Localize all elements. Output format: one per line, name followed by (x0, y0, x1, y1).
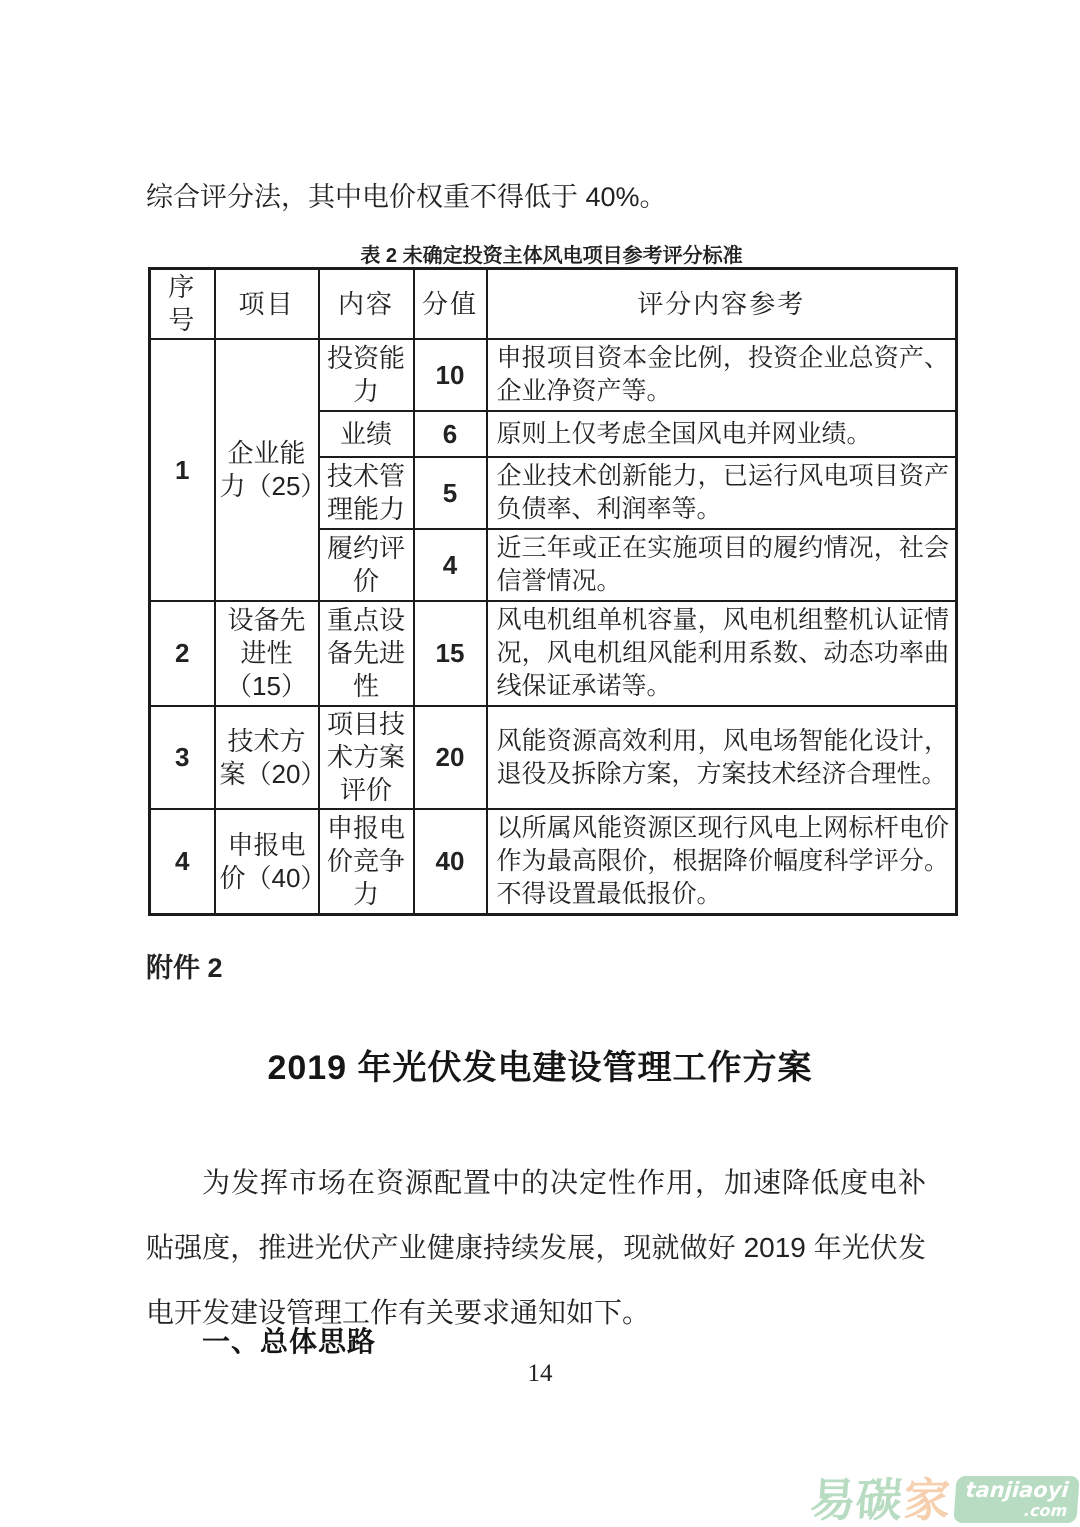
column-header-content: 内容 (319, 269, 414, 340)
reference-cell: 以所属风能资源区现行风电上网标杆电价作为最高限价，根据降价幅度科学评分。不得设置最低报价。 (487, 809, 957, 915)
content-cell: 履约评价 (319, 529, 414, 601)
watermark-badge-domain: tanjiaoyi (964, 1478, 1070, 1502)
seq-cell: 2 (150, 601, 215, 706)
table-caption: 表 2 未确定投资主体风电项目参考评分标准 (360, 245, 743, 267)
document-title: 2019 年光伏发电建设管理工作方案 (267, 1049, 813, 1087)
watermark-logo (808, 1473, 1079, 1526)
attachment-label: 附件 2 (146, 953, 223, 983)
score-cell: 15 (414, 601, 487, 706)
score-cell: 10 (414, 339, 487, 411)
intro-text: 综合评分法，其中电价权重不得低于 40%。 (146, 182, 667, 212)
score-cell: 5 (414, 457, 487, 529)
column-header-reference: 评分内容参考 (487, 269, 957, 340)
content-cell: 重点设备先进性 (319, 601, 414, 706)
table-row (150, 706, 957, 809)
content-cell: 业绩 (319, 411, 414, 457)
watermark-badge (953, 1476, 1079, 1523)
column-header-project: 项目 (215, 269, 319, 340)
score-cell: 20 (414, 706, 487, 809)
table-row (150, 601, 957, 706)
seq-cell: 3 (150, 706, 215, 809)
reference-cell: 近三年或正在实施项目的履约情况，社会信誉情况。 (487, 529, 957, 601)
column-header-score: 分值 (414, 269, 487, 340)
page-number: 14 (527, 1360, 553, 1387)
seq-cell: 1 (150, 339, 215, 601)
reference-cell: 企业技术创新能力，已运行风电项目资产负债率、利润率等。 (487, 457, 957, 529)
content-cell: 投资能力 (319, 339, 414, 411)
score-cell: 4 (414, 529, 487, 601)
score-cell: 40 (414, 809, 487, 915)
project-cell: 设备先进性（15） (215, 601, 319, 706)
project-cell: 技术方案（20） (215, 706, 319, 809)
project-cell: 企业能力（25） (215, 339, 319, 601)
scoring-table (148, 267, 958, 916)
watermark-text-orange: 家 (902, 1473, 952, 1526)
reference-cell: 申报项目资本金比例，投资企业总资产、企业净资产等。 (487, 339, 957, 411)
reference-cell: 风电机组单机容量，风电机组整机认证情况，风电机组风能利用系数、动态功率曲线保证承诺等。 (487, 601, 957, 706)
section-heading: 一、总体思路 (202, 1326, 377, 1357)
body-paragraph: 为发挥市场在资源配置中的决定性作用，加速降低度电补贴强度，推进光伏产业健康持续发展，现就做好 2019 年光伏发电开发建设管理工作有关要求通知如下。 (146, 1167, 926, 1328)
project-cell: 申报电价（40） (215, 809, 319, 915)
reference-cell: 原则上仅考虑全国风电并网业绩。 (487, 411, 957, 457)
table-header-row (150, 269, 957, 340)
table-row (150, 339, 957, 411)
reference-cell: 风能资源高效利用，风电场智能化设计，退役及拆除方案，方案技术经济合理性。 (487, 706, 957, 809)
seq-cell: 4 (150, 809, 215, 915)
watermark-badge-tld: .com (1023, 1501, 1068, 1520)
score-cell: 6 (414, 411, 487, 457)
table-row (150, 809, 957, 915)
watermark-text-green: 易碳 (808, 1473, 904, 1526)
column-header-seq: 序号 (150, 269, 215, 340)
content-cell: 技术管理能力 (319, 457, 414, 529)
content-cell: 申报电价竞争力 (319, 809, 414, 915)
content-cell: 项目技术方案评价 (319, 706, 414, 809)
